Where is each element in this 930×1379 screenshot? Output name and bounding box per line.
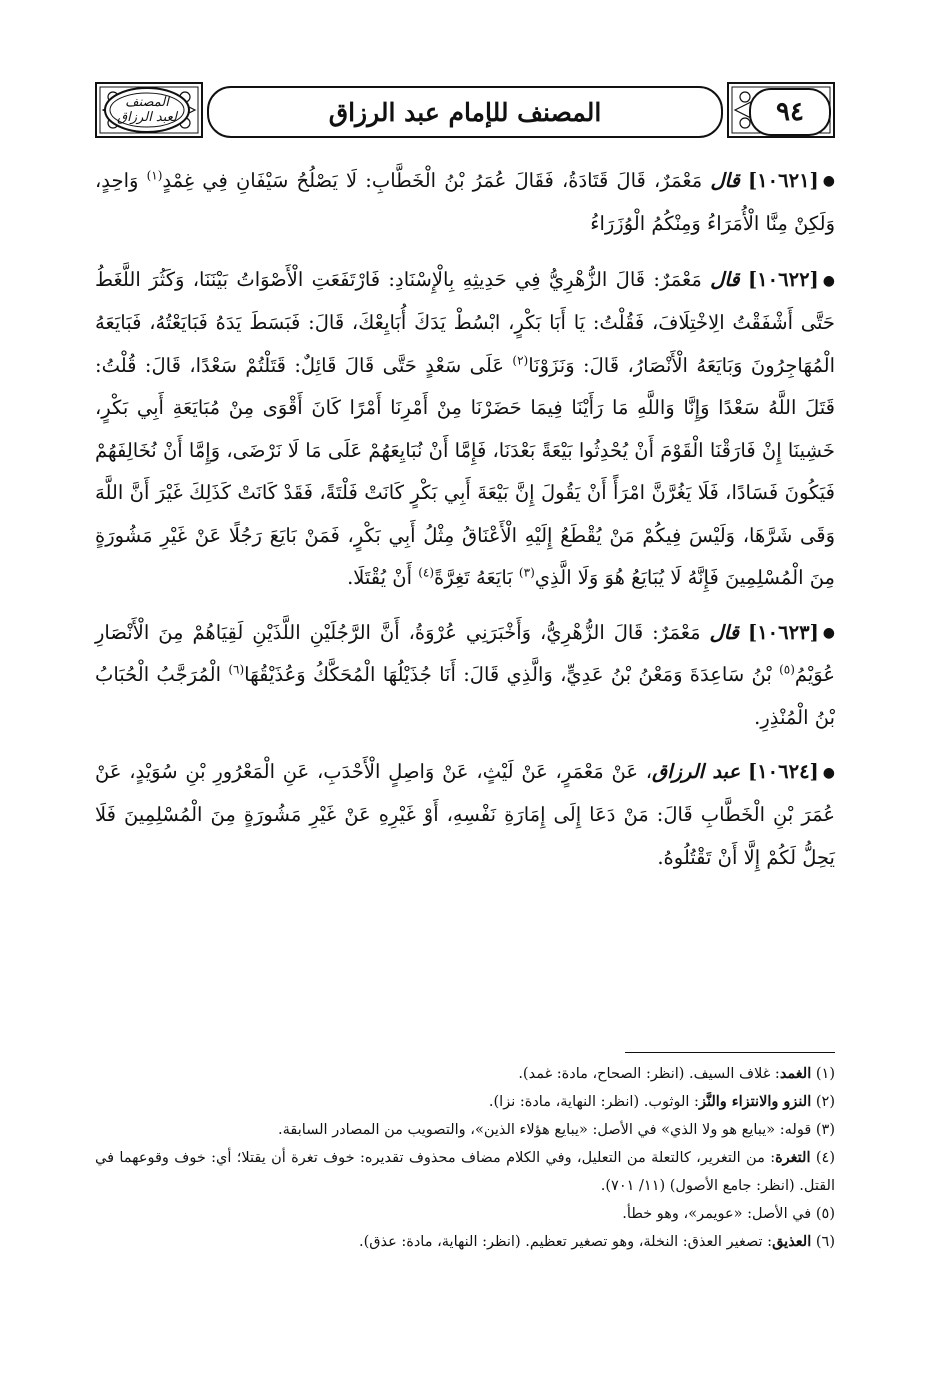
footnote-ref: (١) (146, 168, 163, 183)
page-title: المصنف للإمام عبد الرزاق (328, 97, 602, 127)
hadith-text: ، عَنْ مَعْمَرٍ، عَنْ لَيْثٍ، عَنْ وَاصِلٍ الْأَحْدَبِ، عَنِ الْمَعْرُورِ بْنِ سُوَيْدٍ، عَنْ عُمَرَ بْنِ الْخَطَّابِ قَالَ: مَنْ دَعَا إِلَى إِمَارَةِ نَفْسِهِ، أَوْ غَيْرِهِ عَنْ غَيْرِ مَشُورَةٍ مِنَ الْمُسْلِمِينَ فَلَا يَحِلُّ لَكُمْ إِلَّا أَنْ تَقْتُلُوهُ. (95, 760, 835, 869)
footnote-text: قوله: «يبايع هو ولا الذي» في الأصل: «يبايع هؤلاء الذين»، والتصويب من المصادر السابقة. (278, 1122, 812, 1138)
footnote-ref: (٢) (512, 353, 529, 367)
hadith-text: الْمُرَجَّبُ الْحُبَابُ بْنُ الْمُنْذِرِ. (95, 663, 835, 729)
seal-logo (101, 85, 193, 135)
hadith-paragraph (95, 259, 835, 599)
hadith-text: بْنُ سَاعِدَةَ وَمَعْنُ بْنُ عَدِيٍّ، وَالَّذِي قَالَ: أَنَا جُذَيْلُهَا الْمُحَكَّكُ وَعُذَيْقُهَا (244, 663, 780, 687)
hadith-text: عَلَى سَعْدٍ حَتَّى قَالَ قَائِلٌ: قَتَلْتُمْ سَعْدًا، قَالَ: قُلْتُ: قَتَلَ اللَّهُ سَعْدًا وَإِنَّا وَاللَّهِ مَا رَأَيْنَا فِيمَا حَضَرْنَا مِنْ أَمْرِنَا أَمْرًا كَانَ أَقْوَى مِنْ مُبَايَعَةِ أَبِي بَكْرٍ، خَشِينَا إِنْ فَارَقْنَا الْقَوْمَ أَنْ يُحْدِثُوا بَيْعَةً بَعْدَنَا، فَإِمَّا أَنْ نُبَايِعَهُمْ عَلَى مَا لَا نَرْضَى، وَإِمَّا أَنْ نُخَالِفَهُمْ فَيَكُونَ فَسَادًا، فَلَا يَغُرَّنَّ امْرَأً أَنْ يَقُولَ إِنَّ بَيْعَةَ أَبِي بَكْرٍ كَانَتْ فَلْتَةً، فَقَدْ كَانَتْ كَذَلِكَ غَيْرَ أَنَّ اللَّهَ وَقَى شَرَّهَا، وَلَيْسَ فِيكُمْ مَنْ يُقْطَعُ إِلَيْهِ الْأَعْنَاقُ مِثْلُ أَبِي بَكْرٍ، فَمَنْ بَايَعَ رَجُلًا عَنْ غَيْرِ مَشُورَةٍ مِنَ الْمُسْلِمِينَ فَإِنَّهُ لَا يُبَايَعُ هُوَ وَلَا الَّذِي (95, 353, 835, 589)
footnote (95, 1228, 835, 1256)
footnote-number: (٢) (815, 1094, 835, 1110)
footnote-term: العذيق (772, 1233, 812, 1250)
seal-icon (101, 85, 193, 135)
hadith-paragraph (95, 160, 835, 245)
body-text (95, 160, 835, 891)
bullet-icon: ● (822, 272, 835, 289)
seal-line2: لعبد الرزاق (117, 110, 177, 125)
hadith-lead: قال (710, 169, 740, 192)
footnote-number: (٤) (815, 1150, 835, 1166)
hadith-text: مَعْمَرٌ: قَالَ الزُّهْرِيُّ، وَأَخْبَرَنِي عُرْوَةُ، أَنَّ الرَّجُلَيْنِ اللَّذَيْنِ لَقِيَاهُمْ مِنَ الْأَنْصَارِ عُوَيْمُ (95, 620, 836, 687)
hadith-lead: قال (710, 268, 740, 292)
footnote-separator (625, 1052, 835, 1053)
footnote (95, 1060, 835, 1088)
hadith-number: [١٠٦٢٤] (747, 760, 819, 784)
footnote-number: (٦) (815, 1234, 835, 1250)
footnote-term: التغرة (775, 1149, 811, 1166)
bullet-icon: ● (822, 624, 836, 641)
footnote (95, 1088, 835, 1116)
seal-line1: المصنف (125, 95, 169, 110)
hadith-text: أَنْ يُقْتَلَا. (347, 566, 419, 589)
footnote (95, 1200, 835, 1228)
hadith-text: مَعْمَرٌ، قَالَ قَتَادَةُ، فَقَالَ عُمَرُ بْنُ الْخَطَّابِ: لَا يَصْلُحُ سَيْفَانِ فِي غِمْدٍ (162, 169, 711, 192)
footnote-number: (٣) (815, 1122, 835, 1138)
bullet-icon: ● (822, 173, 835, 190)
footnote-text: : الوثوب. (انظر: النهاية، مادة: نزا). (488, 1094, 699, 1110)
footnote-ref: (٣) (518, 565, 535, 580)
hadith-number: [١٠٦٢٢] (747, 268, 819, 292)
footnote-ref: (٤) (418, 565, 435, 580)
footnote-ref: (٥) (779, 662, 795, 677)
hadith-text: بَايَعَهُ تَغِرَّةً (434, 566, 519, 589)
footnote-text: : غلاف السيف. (انظر: الصحاح، مادة: غمد). (518, 1066, 780, 1082)
footnote-text: في الأصل: «عويمر»، وهو خطأ. (622, 1206, 812, 1222)
hadith-text: وَاحِدٍ، وَلَكِنْ مِنَّا الْأُمَرَاءُ وَمِنْكُمُ الْوُزَرَاءُ (95, 169, 835, 235)
bullet-icon: ● (822, 764, 835, 781)
footnote-number: (١) (815, 1066, 835, 1082)
hadith-number: [١٠٦٢١] (747, 169, 819, 192)
page-header (95, 82, 835, 140)
footnote-term: النزو والانتزاء والنَّز (698, 1093, 812, 1110)
footnote-text: : من التغرير، كالتعلة من التعليل، وفي الكلام مضاف محذوف تقديره: خوف تغرة أن يقتلا؛ أي: خوف وقوعهما في القتل. (انظر: جامع الأصول) (١١/ ٧٠١). (95, 1150, 835, 1194)
footnote (95, 1116, 835, 1144)
footnote-text: : تصغير العذق: النخلة، وهو تصغير تعظيم. (انظر: النهاية، مادة: عذق). (358, 1234, 773, 1250)
hadith-paragraph (95, 751, 835, 879)
hadith-number: [١٠٦٢٣] (747, 620, 819, 644)
hadith-lead: قال (709, 620, 739, 644)
footnote-term: الغمد (779, 1065, 812, 1082)
footnote (95, 1144, 835, 1200)
footnote-ref: (٦) (228, 662, 245, 677)
title-frame (207, 86, 723, 138)
page-number: ٩٤ (749, 88, 831, 136)
footnotes (95, 1060, 835, 1256)
footnote-number: (٥) (815, 1206, 835, 1222)
hadith-text: مَعْمَرٌ: قَالَ الزُّهْرِيُّ فِي حَدِيثِهِ بِالْإِسْنَادِ: فَارْتَفَعَتِ الْأَصْوَاتُ بَيْنَنَا، وَكَثُرَ اللَّغَطُ حَتَّى أَشْفَقْتُ الِاخْتِلَافَ، فَقُلْتُ: يَا أَبَا بَكْرٍ، ابْسُطْ يَدَكَ أُبَايِعْكَ، قَالَ: فَبَسَطَ يَدَهُ فَبَايَعْتُهُ، فَبَايَعَهُ الْمُهَاجِرُونَ وَبَايَعَهُ الْأَنْصَارُ، قَالَ: وَنَزَوْنَا (95, 268, 835, 377)
hadith-paragraph (95, 612, 835, 740)
hadith-lead: عبد الرزاق (652, 760, 741, 784)
